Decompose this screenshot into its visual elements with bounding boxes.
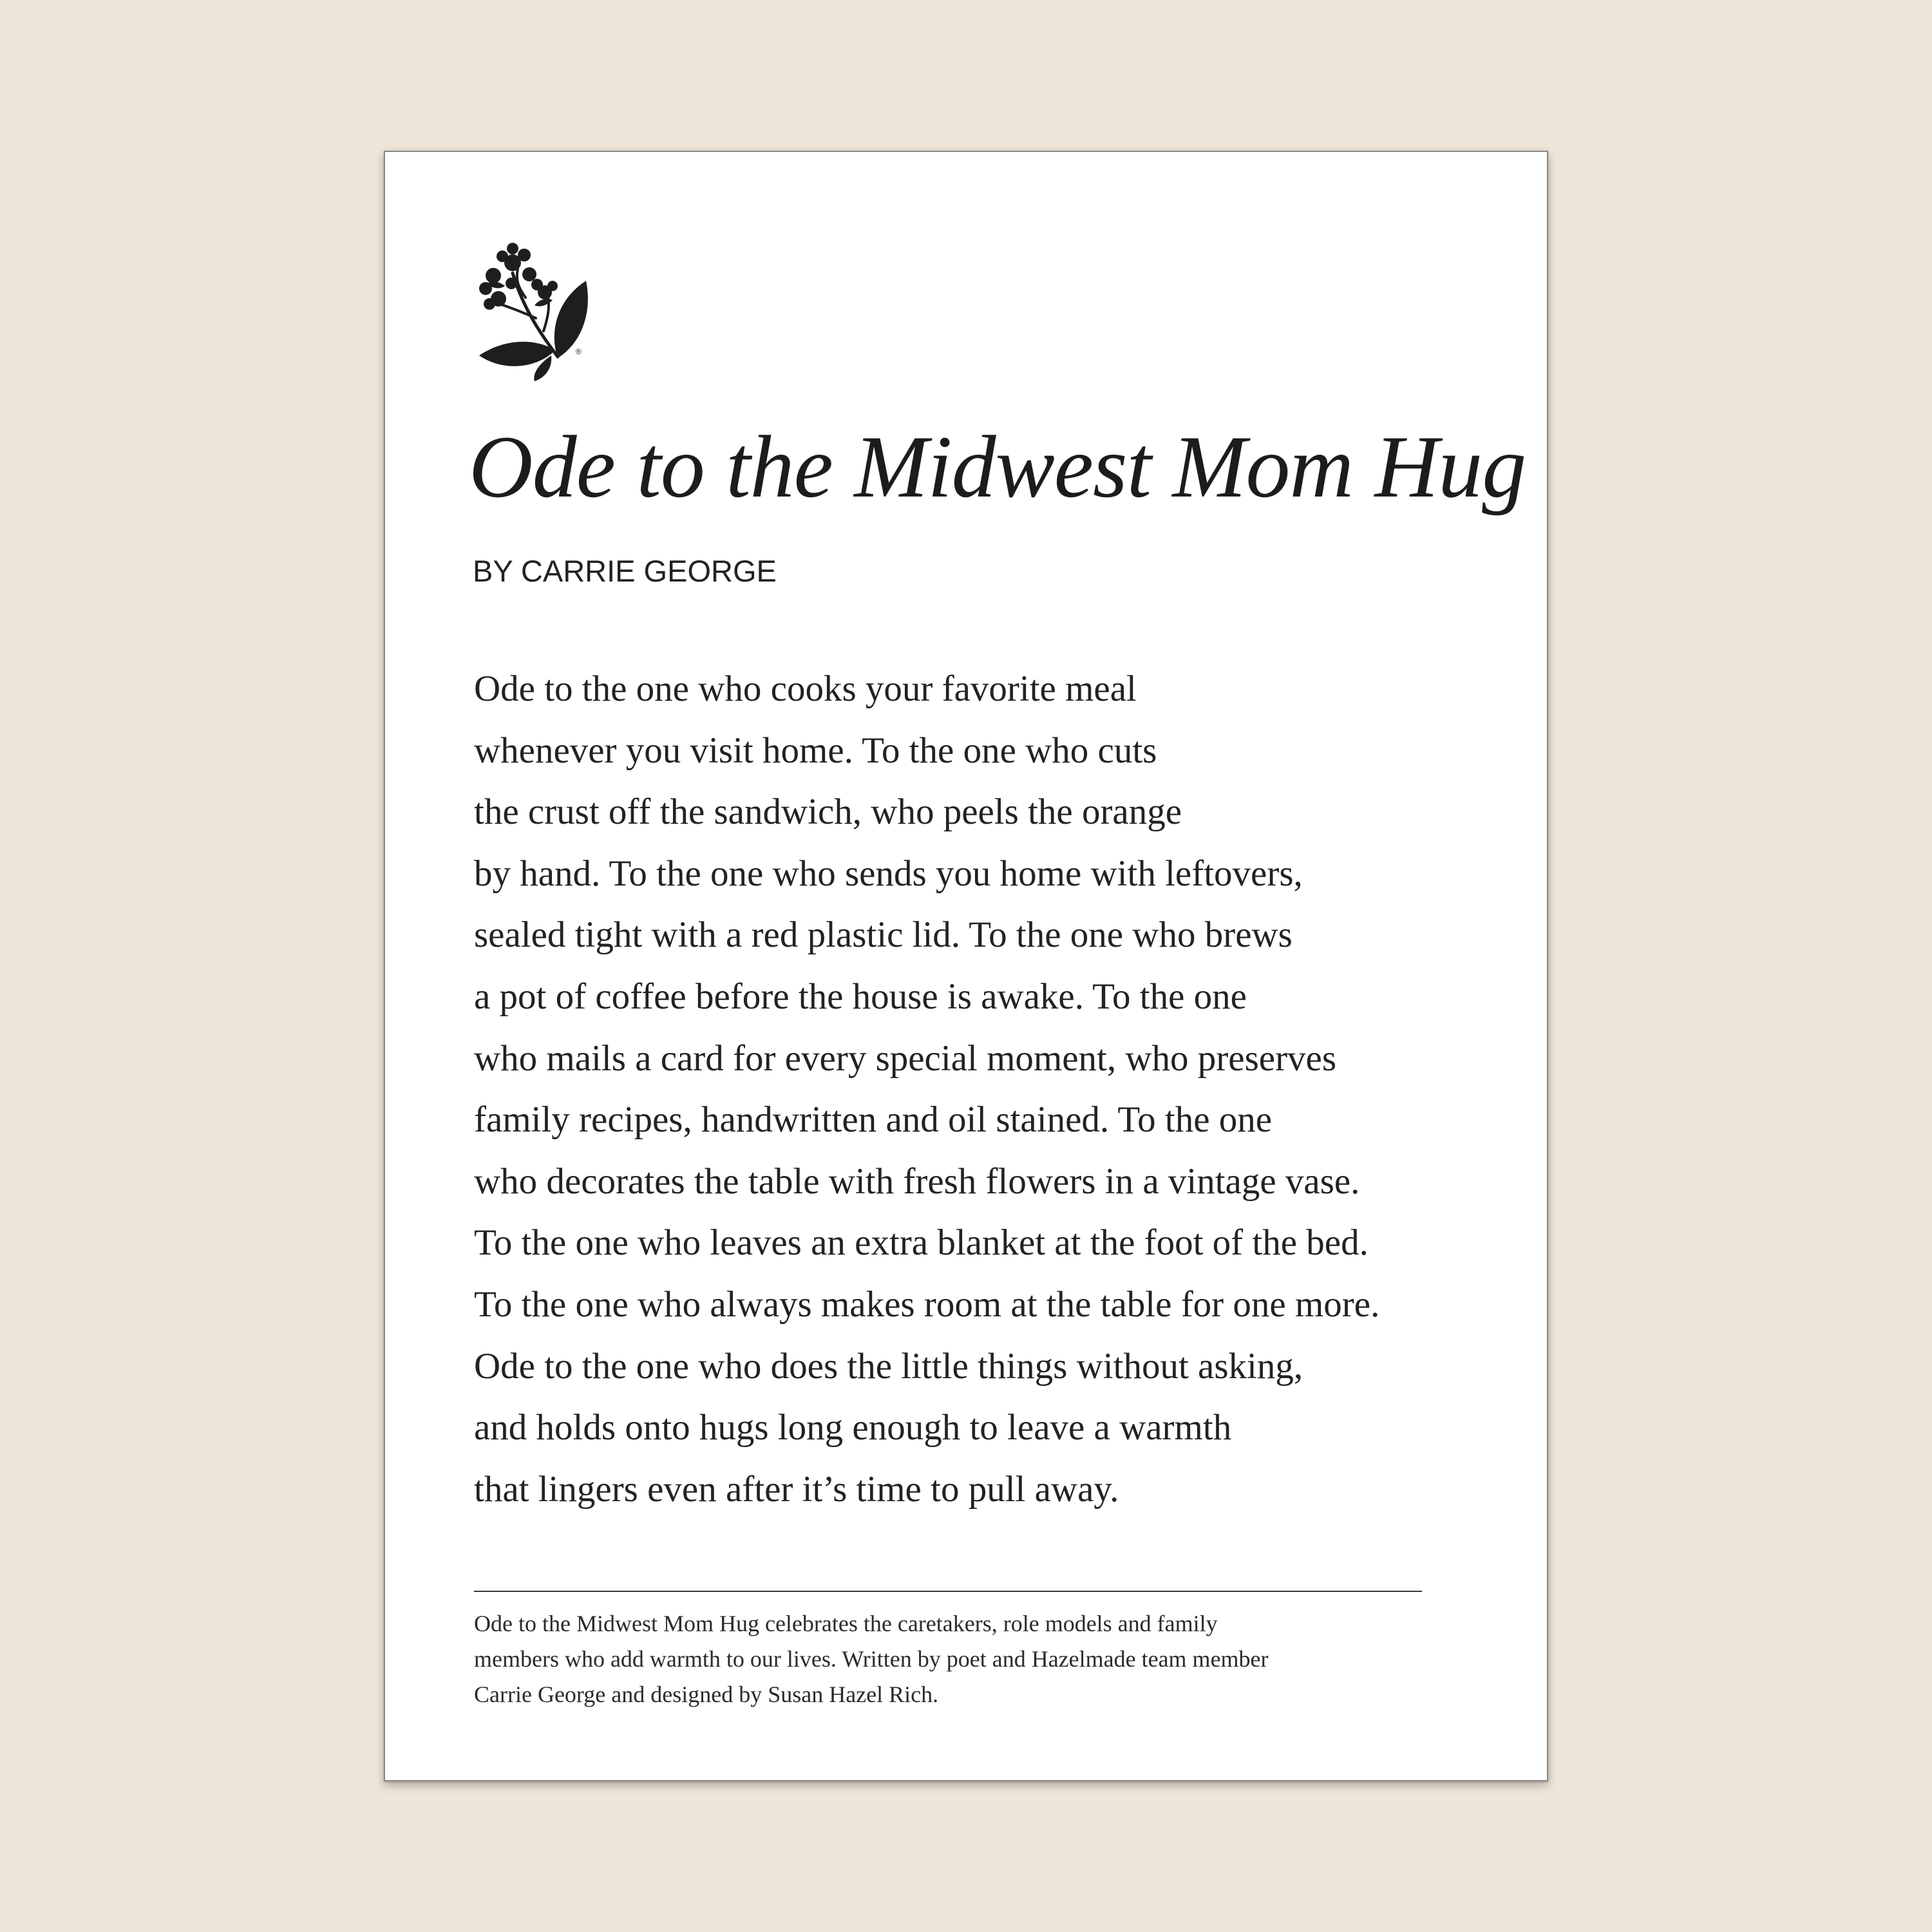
poem-line: Ode to the one who does the little things without asking,	[474, 1345, 1303, 1387]
poem-line: the crust off the sandwich, who peels the orange	[474, 791, 1182, 833]
poem-line: who mails a card for every special moment, who preserves	[474, 1037, 1337, 1079]
footnote-line: Carrie George and designed by Susan Hazel Rich.	[474, 1681, 939, 1707]
poem-line: a pot of coffee before the house is awake. To the one	[474, 976, 1247, 1017]
poem-body	[474, 658, 1379, 1520]
poem-line: whenever you visit home. To the one who cuts	[474, 730, 1157, 771]
poem-line: by hand. To the one who sends you home with leftovers,	[474, 853, 1303, 894]
poem-byline: BY CARRIE GEORGE	[473, 554, 777, 588]
botanical-branch-icon	[473, 241, 601, 383]
poem-card	[384, 151, 1548, 1781]
poem-line: who decorates the table with fresh flowers in a vintage vase.	[474, 1160, 1360, 1202]
poem-title: Ode to the Midwest Mom Hug	[469, 417, 1526, 516]
footnote	[474, 1606, 1269, 1712]
poem-line: family recipes, handwritten and oil stained. To the one	[474, 1099, 1273, 1141]
poem-line: sealed tight with a red plastic lid. To the one who brews	[474, 914, 1293, 956]
poem-line: To the one who leaves an extra blanket at the foot of the bed.	[474, 1222, 1368, 1264]
poem-line: and holds onto hugs long enough to leave a warmth	[474, 1407, 1232, 1448]
registered-mark: ®	[576, 347, 582, 356]
divider-rule	[474, 1591, 1422, 1592]
poem-line: that lingers even after it’s time to pull away.	[474, 1468, 1119, 1510]
poem-line: To the one who always makes room at the table for one more.	[474, 1283, 1380, 1325]
poem-line: Ode to the one who cooks your favorite meal	[474, 668, 1137, 709]
footnote-line: members who add warmth to our lives. Written by poet and Hazelmade team member	[474, 1646, 1269, 1672]
footnote-line: Ode to the Midwest Mom Hug celebrates the caretakers, role models and family	[474, 1611, 1218, 1636]
